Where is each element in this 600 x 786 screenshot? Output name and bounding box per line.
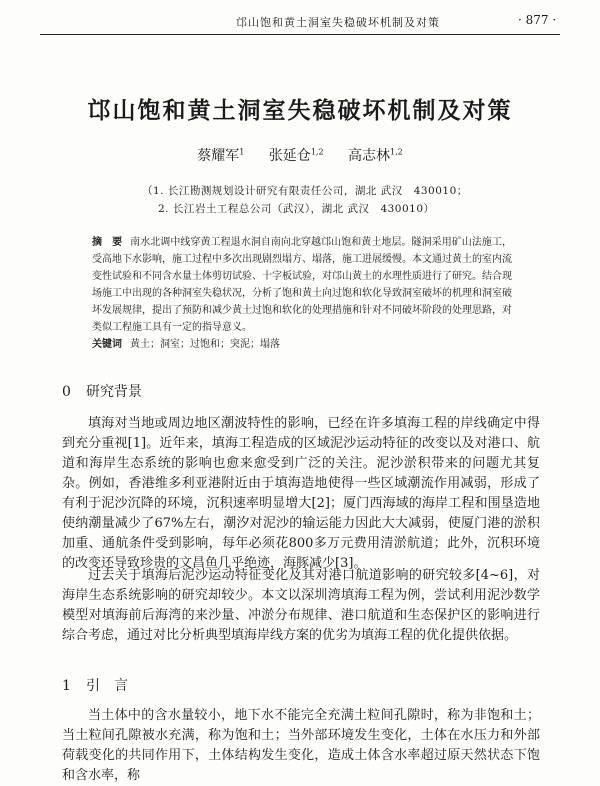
abstract xyxy=(92,234,512,336)
keywords-text: 黄土；洞室；过饱和；突泥；塌落 xyxy=(130,339,280,350)
header-rule xyxy=(40,34,560,35)
body-paragraph: 填海对当地或周边地区潮波特性的影响，已经在许多填海工程的岸线确定中得到充分重视[1]。近年来，填海工程造成的区域泥沙运动特征的改变以及对港口、航道和海岸生态系统的影响也愈来愈受到广泛的关注。泥沙淤积带来的问题尤其复杂。例如，香港维多利亚港附近由于填海造地使得一些区域潮流作用减弱，形成了有利于泥沙沉降的环境，沉积速率明显增大[2]；厦门西海域的海岸工程和围垦造地使纳潮量减少了67%左右，潮汐对泥沙的输运能力因此大大减弱，使厦门港的淤积加重、通航条件受到影响，每年必须花800多万元费用清淤航道；此外，沉积环境的改变还导致珍贵的文昌鱼几乎绝迹，海豚减少[3]。 xyxy=(62,416,540,571)
keywords xyxy=(92,335,512,350)
intro-paragraph: 当土体中的含水量较小，地下水不能完全充满土粒间孔隙时，称为非饱和土；当土粒间孔隙被水充满，称为饱和土；当外部环境发生变化，土体在水压力和外部荷载变化的共同作用下，土体结构发生变化，造成土体含水率超过原天然状态下饱和含水率，称 xyxy=(62,708,540,783)
keywords-label: 关键词 xyxy=(92,339,122,350)
author-name: 蔡耀军$^1$ xyxy=(197,147,245,164)
abstract-label: 摘 要 xyxy=(92,237,123,248)
author-name: 高志林$^{1,2}$ xyxy=(348,147,403,164)
author-list xyxy=(0,145,600,165)
paper-title: 邙山饱和黄土洞室失稳破坏机制及对策 xyxy=(87,97,513,124)
body-paragraph: 过去关于填海后泥沙运动特征变化及其对港口航道影响的研究较多[4~6]，对海岸生态系统影响的研究却较少。本文以深圳湾填海工程为例，尝试利用泥沙数学模型对填海前后海湾的来沙量、冲淤分布规律、港口航道和生态保护区的影响进行综合考虑，通过对比分析典型填海岸线方案的优劣为填海工程的优化提供依据。 xyxy=(62,568,540,643)
section-heading-introduction: 1 引 言 xyxy=(62,678,128,694)
running-header-title: 邙山饱和黄土洞室失稳破坏机制及对策 xyxy=(236,16,440,29)
affiliation-2: 2. 长江岩土工程总公司（武汉），湖北 武汉 430010） xyxy=(158,203,435,215)
page-number: · 877 · xyxy=(518,13,557,27)
abstract-text: 南水北调中线穿黄工程退水洞自南向北穿越邙山饱和黄土地层。隧洞采用矿山法施工，受高地下水影响，施工过程中多次出现剧烈塌方、塌落，施工进展缓慢。本文通过黄土的室内流变性试验和不同含水量土体剪切试验、十字板试验，对邙山黄土的水理性质进行了研究。结合现场施工中出现的各种洞室失稳状况，分析了饱和黄土向过饱和软化导致洞室破坏的机理和洞室破坏发展规律，提出了预防和减少黄土过饱和软化的处理措施和针对不同破坏阶段的处理思路，对类似工程施工具有一定的指导意义。 xyxy=(92,237,513,333)
section-heading-background: 0 研究背景 xyxy=(62,384,142,400)
author-name: 张延仓$^{1,2}$ xyxy=(268,147,324,164)
affiliation-1: （1. 长江勘测规划设计研究有限责任公司，湖北 武汉 430010； xyxy=(142,185,468,197)
